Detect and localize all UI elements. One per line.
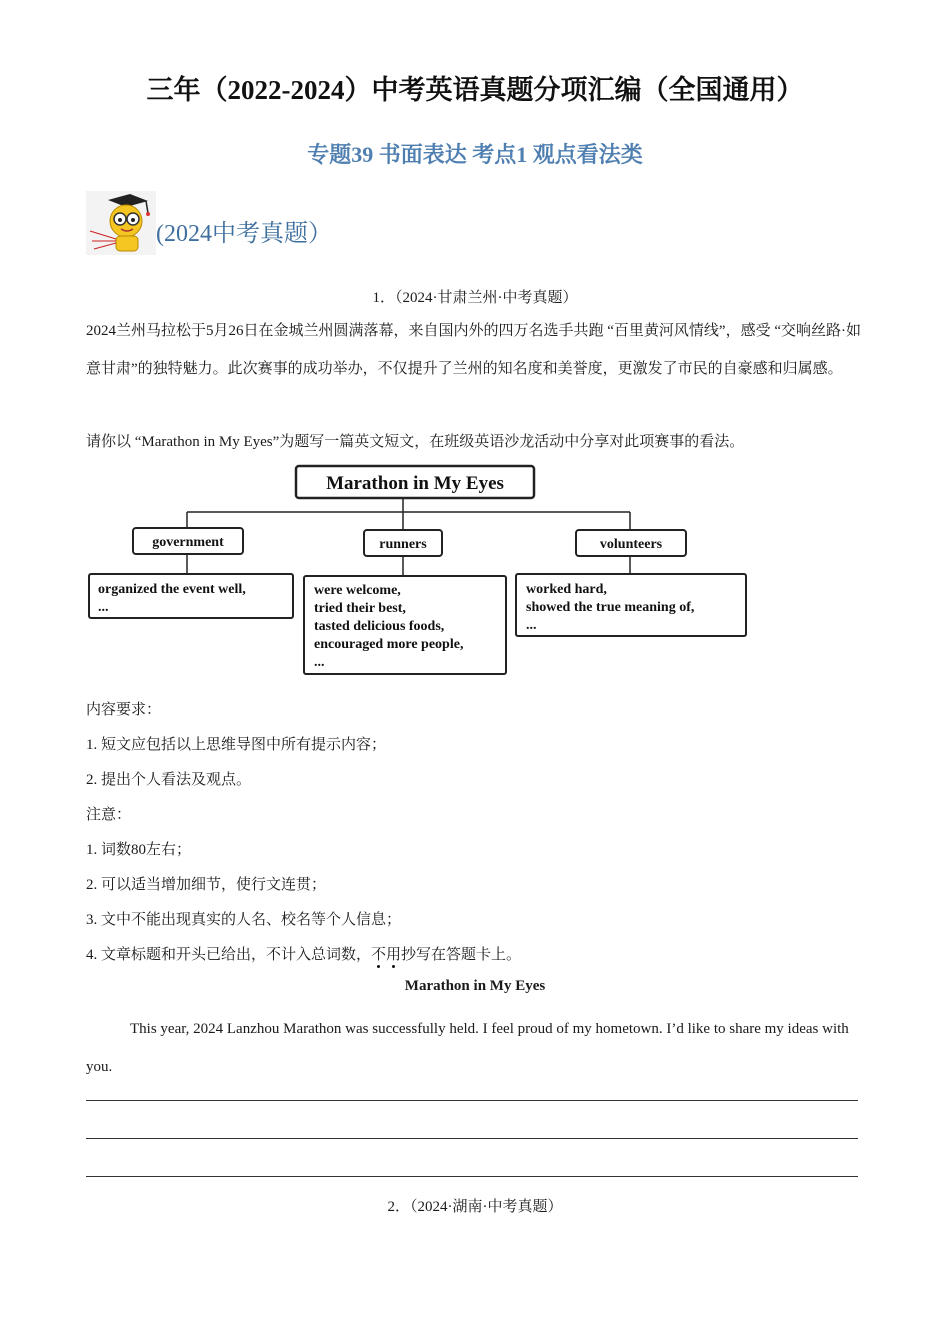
essay-opening: This year, 2024 Lanzhou Marathon was successfully held. I feel proud of my hometown. I’d like to share my ideas with you.: [86, 1021, 849, 1075]
question-2-heading: 2．（2024·湖南·中考真题）: [387, 1199, 563, 1215]
runners-point-1: were welcome,: [314, 583, 401, 598]
mindmap-root: Marathon in My Eyes: [326, 473, 504, 494]
runners-point-3: tasted delicious foods,: [314, 619, 445, 634]
answer-line[interactable]: [86, 1138, 858, 1139]
note-4-text-start: 4. 文章标题和开头已给出，不计入总词数，: [86, 947, 372, 963]
section-label: (2024中考真题）: [156, 221, 332, 247]
question-1-heading: 1．（2024·甘肃兰州·中考真题）: [372, 290, 578, 306]
question-1-intro: 2024兰州马拉松于5月26日在金城兰州圆满落幕，来自国内外的四万名选手共跑 “百里黄河风情线”，感受 “交响丝路·如意甘肃”的独特魅力。此次赛事的成功举办，不仅提升了兰州的知名度和美誉度，更激发了市民的自豪感和归属感。: [86, 323, 861, 377]
mind-map: [86, 460, 756, 680]
content-requirements-title: 内容要求：: [86, 702, 162, 718]
volunteers-point-1: worked hard,: [526, 582, 607, 597]
content-requirement-1: 1. 短文应包括以上思维导图中所有提示内容；: [86, 737, 387, 753]
note-2: 2. 可以适当增加细节，使行文连贯；: [86, 877, 327, 893]
note-3: 3. 文中不能出现真实的人名、校名等个人信息；: [86, 912, 402, 928]
runners-point-4: encouraged more people,: [314, 637, 464, 652]
note-1: 1. 词数80左右；: [86, 842, 192, 858]
mascot-scholar-icon: [86, 191, 156, 255]
branch-government: government: [152, 535, 224, 550]
document-title: 三年（2022-2024）中考英语真题分项汇编（全国通用）: [146, 75, 804, 105]
volunteers-point-3: ...: [526, 618, 537, 633]
runners-point-2: tried their best,: [314, 601, 406, 616]
note-4-emphasis-yong: 用: [386, 947, 402, 963]
branch-volunteers: volunteers: [599, 537, 663, 552]
notes-title: 注意：: [86, 807, 132, 823]
government-point-2: ...: [98, 600, 109, 615]
note-4: [86, 943, 521, 964]
runners-point-5: ...: [314, 655, 325, 670]
question-1-task: 请你以 “Marathon in My Eyes”为题写一篇英文短文，在班级英语沙龙活动中分享对此项赛事的看法。: [86, 434, 745, 450]
topic-subtitle: 专题39 书面表达 考点1 观点看法类: [307, 142, 643, 167]
volunteers-point-2: showed the true meaning of,: [526, 600, 695, 615]
essay-title: Marathon in My Eyes: [404, 978, 546, 994]
answer-line[interactable]: [86, 1176, 858, 1177]
answer-line[interactable]: [86, 1100, 858, 1101]
branch-runners: runners: [379, 537, 427, 552]
government-point-1: organized the event well,: [98, 582, 246, 597]
note-4-emphasis-bu: 不: [371, 947, 387, 963]
note-4-text-end: 抄写在答题卡上。: [401, 947, 522, 963]
content-requirement-2: 2. 提出个人看法及观点。: [86, 772, 252, 788]
